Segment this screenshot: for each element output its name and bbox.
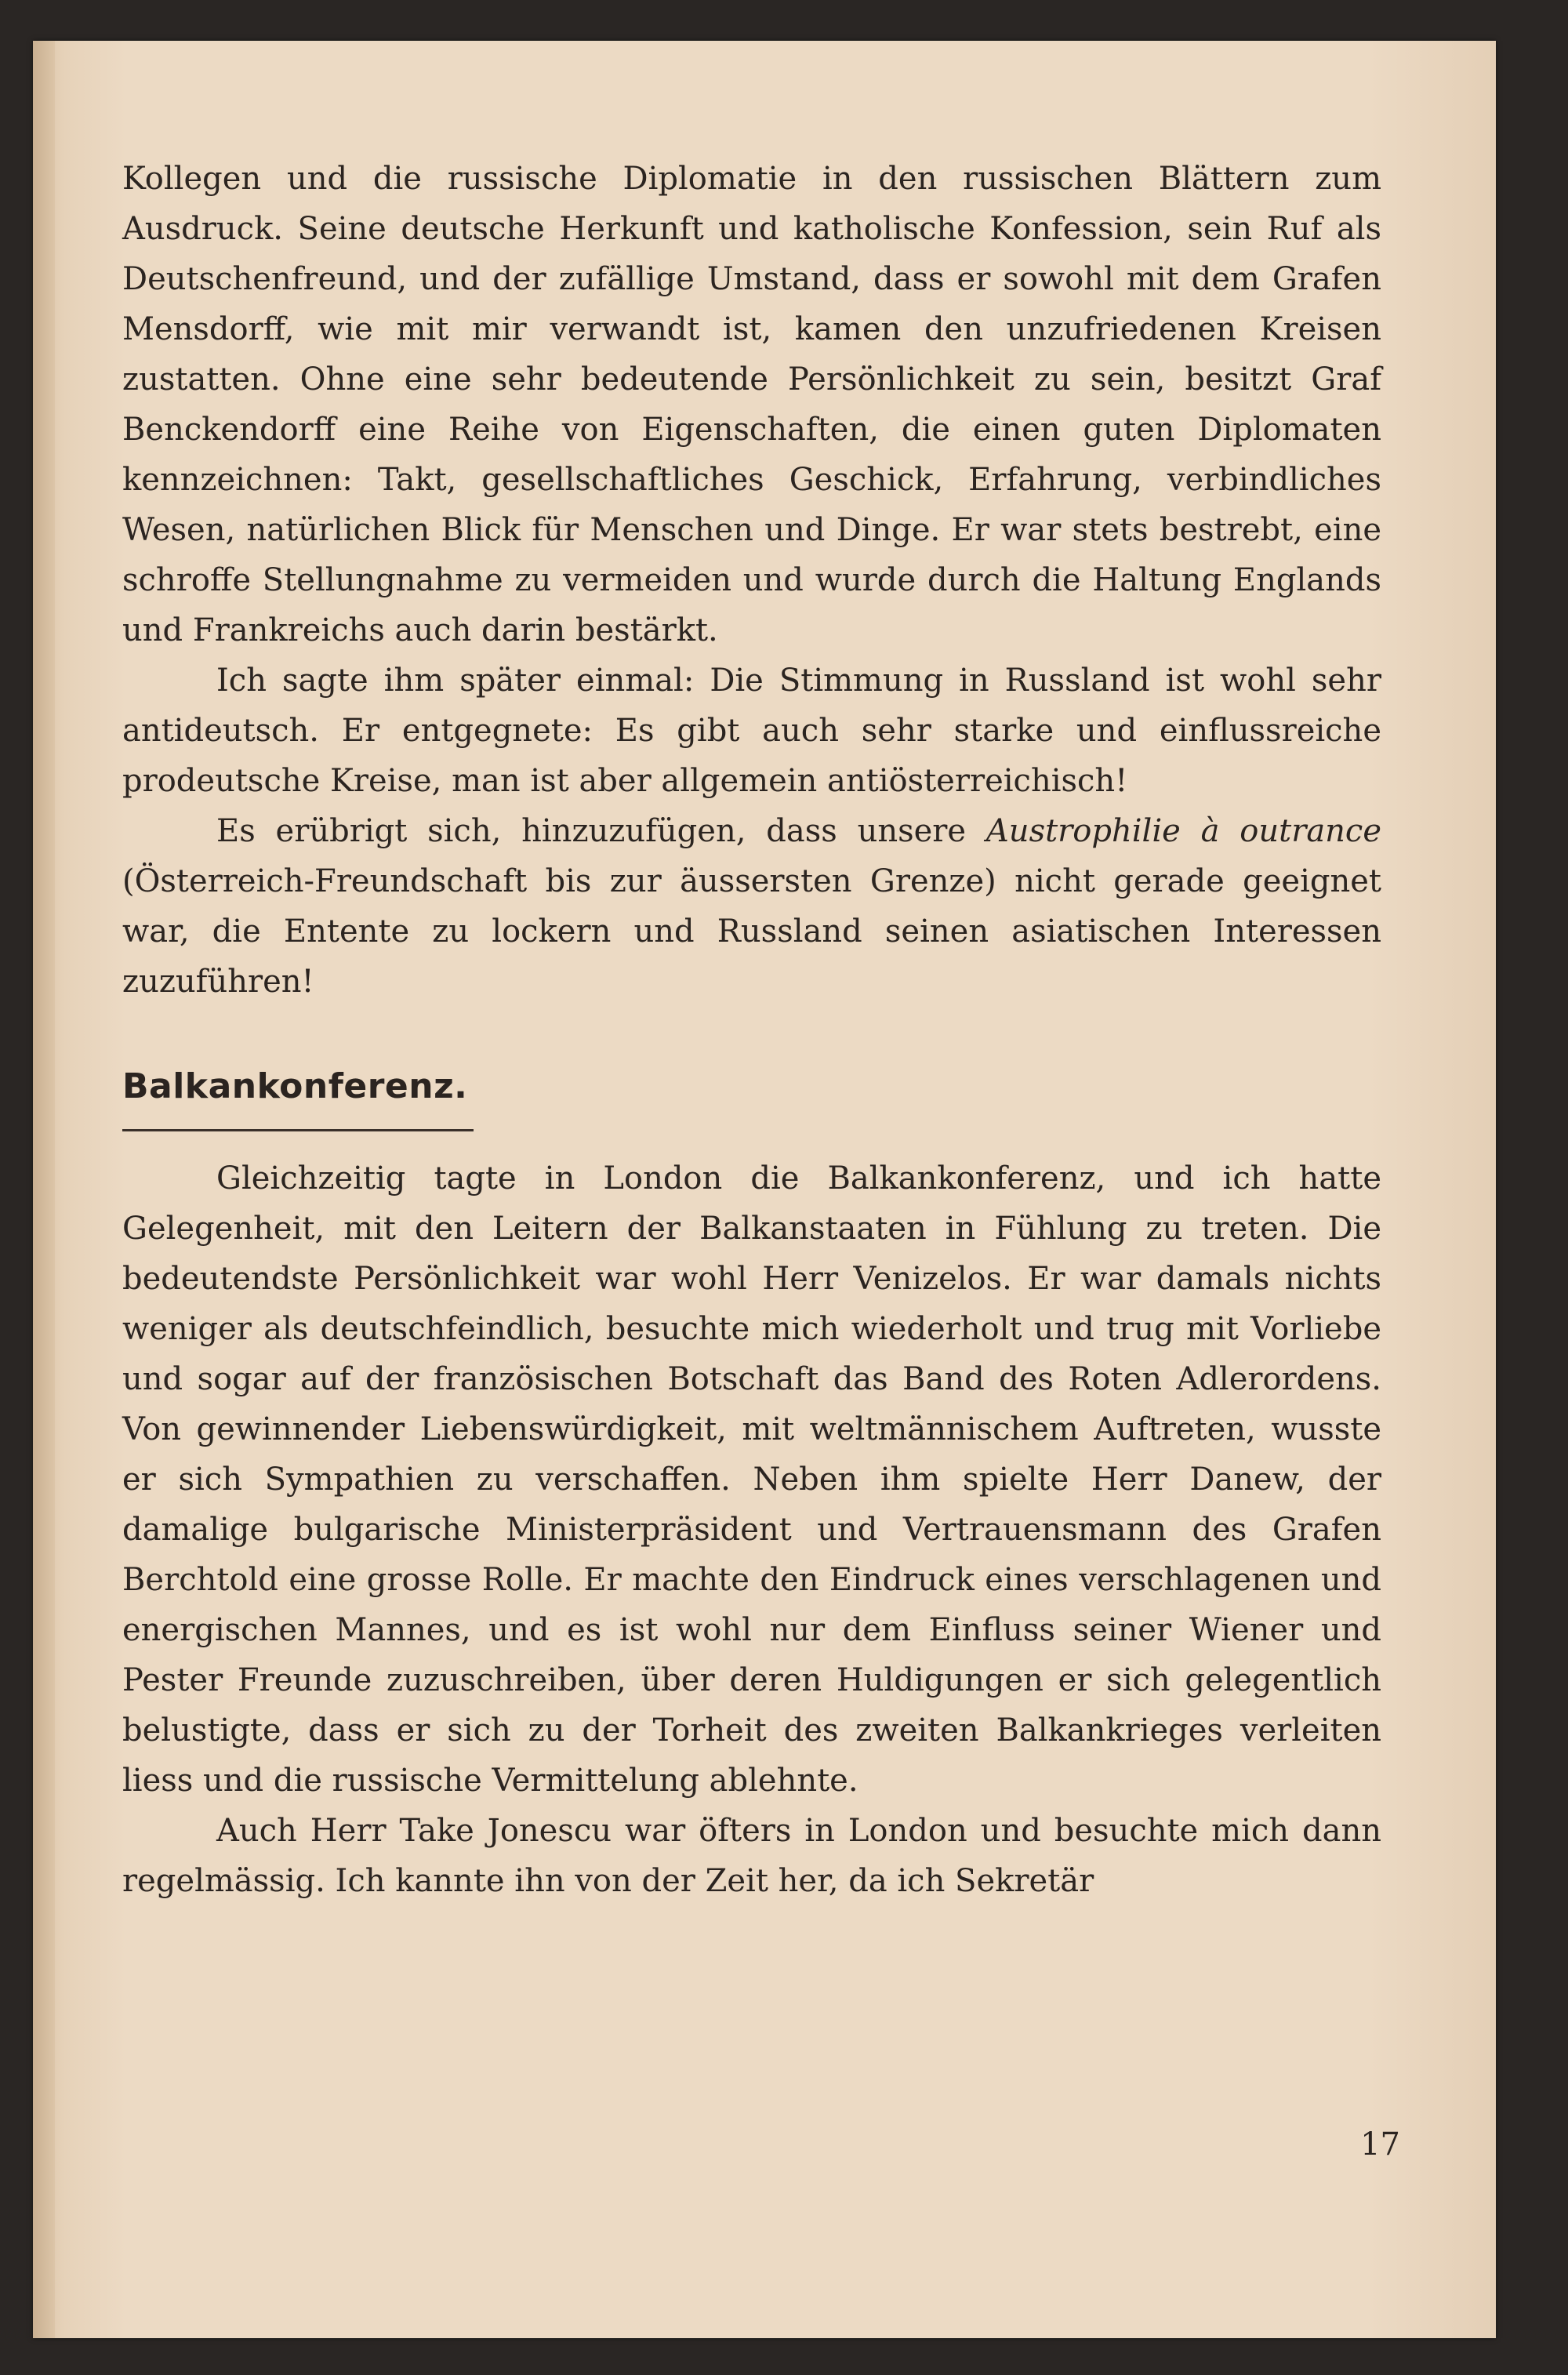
paragraph-austrophilie-after: (Österreich-Freundschaft bis zur äussersten Grenze) nicht gerade geeignet war, die Entente zu lockern und Russland seinen asiatischen Interessen zuzuführen! [122,863,1381,1000]
page-number: 17 [1360,2126,1400,2163]
paragraph-austrophilie-before: Es erübrigt sich, hinzuzufügen, dass unsere [216,813,986,849]
paragraph-stimmung: Ich sagte ihm später einmal: Die Stimmung in Russland ist wohl sehr antideutsch. Er entgegnete: Es gibt auch sehr starke und einflussreiche prodeutsche Kreise, man ist aber allgemein antiösterreichisch! [122,663,1381,799]
italic-phrase: Austrophilie à outrance [985,813,1381,849]
paragraph-benckendorff: Kollegen und die russische Diplomatie in den russischen Blättern zum Ausdruck. Seine deutsche Herkunft und katholische Konfession, sein Ruf als Deutschenfreund, und der zufällige Umstand, dass er sowohl mit dem Grafen Mensdorff, wie mit mir verwandt ist, kamen den unzufriedenen Kreisen zustatten. Ohne eine sehr bedeutende Persönlichkeit zu sein, besitzt Graf Benckendorff eine Reihe von Eigenschaften, die einen guten Diplomaten kennzeichnen: Takt, gesellschaftliches Geschick, Erfahrung, verbindliches Wesen, natürlichen Blick für Menschen und Dinge. Er war stets bestrebt, eine schroffe Stellungnahme zu vermeiden und wurde durch die Haltung Englands und Frankreichs auch darin bestärkt. [122,161,1381,648]
section-heading: Balkankonferenz. [122,1063,474,1131]
page-body [122,154,1381,1906]
paragraph-take-jonescu: Auch Herr Take Jonescu war öfters in London und besuchte mich dann regelmässig. Ich kannte ihn von der Zeit her, da ich Sekretär [122,1813,1381,1899]
page-gutter [33,41,55,2338]
paragraph-balkankonferenz: Gleichzeitig tagte in London die Balkankonferenz, und ich hatte Gelegenheit, mit den Leitern der Balkanstaaten in Fühlung zu treten. Die bedeutendste Persönlichkeit war wohl Herr Venizelos. Er war damals nichts weniger als deutschfeindlich, besuchte mich wiederholt und trug mit Vorliebe und sogar auf der französischen Botschaft das Band des Roten Adlerordens. Von gewinnender Liebenswürdigkeit, mit weltmännischem Auftreten, wusste er sich Sympathien zu verschaffen. Neben ihm spielte Herr Danew, der damalige bulgarische Ministerpräsident und Vertrauensmann des Grafen Berchtold eine grosse Rolle. Er machte den Eindruck eines verschlagenen und energischen Mannes, und es ist wohl nur dem Einfluss seiner Wiener und Pester Freunde zuzuschreiben, über deren Huldigungen er sich gelegentlich belustigte, dass er sich zu der Torheit des zweiten Balkankrieges verleiten liess und die russische Vermittelung ablehnte. [122,1160,1381,1799]
section-heading-wrap [122,1007,1381,1131]
paragraph-austrophilie [122,806,1381,1007]
